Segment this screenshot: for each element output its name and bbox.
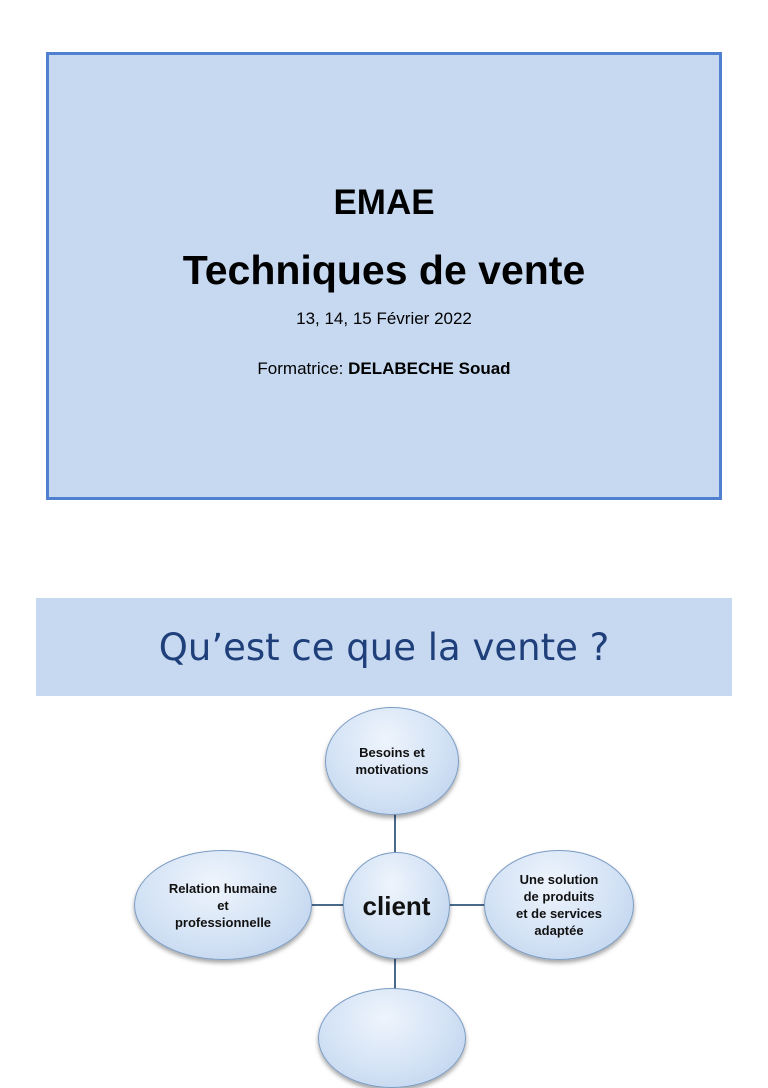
trainer-name: DELABECHE Souad <box>348 359 511 378</box>
bubble-bottom <box>318 988 466 1088</box>
slide2-title: Qu’est ce que la vente ? <box>158 626 610 669</box>
slide-dates: 13, 14, 15 Février 2022 <box>296 309 472 328</box>
bubble-client: client <box>343 852 450 959</box>
bubble-relation: Relation humaine et professionnelle <box>134 850 312 960</box>
title-slide-box <box>46 52 722 500</box>
connector-right <box>447 904 487 906</box>
slide-title-techniques: Techniques de vente <box>182 247 586 293</box>
bubble-solution: Une solution de produits et de services adaptée <box>484 850 634 960</box>
connector-top <box>394 812 396 854</box>
slide2-title-banner <box>36 598 732 696</box>
trainer-label: Formatrice: <box>257 359 349 378</box>
slide-title-emae: EMAE <box>333 183 435 222</box>
slide-trainer <box>49 359 719 379</box>
bubble-needs: Besoins et motivations <box>325 707 459 815</box>
connector-bottom <box>394 956 396 992</box>
connector-left <box>310 904 346 906</box>
